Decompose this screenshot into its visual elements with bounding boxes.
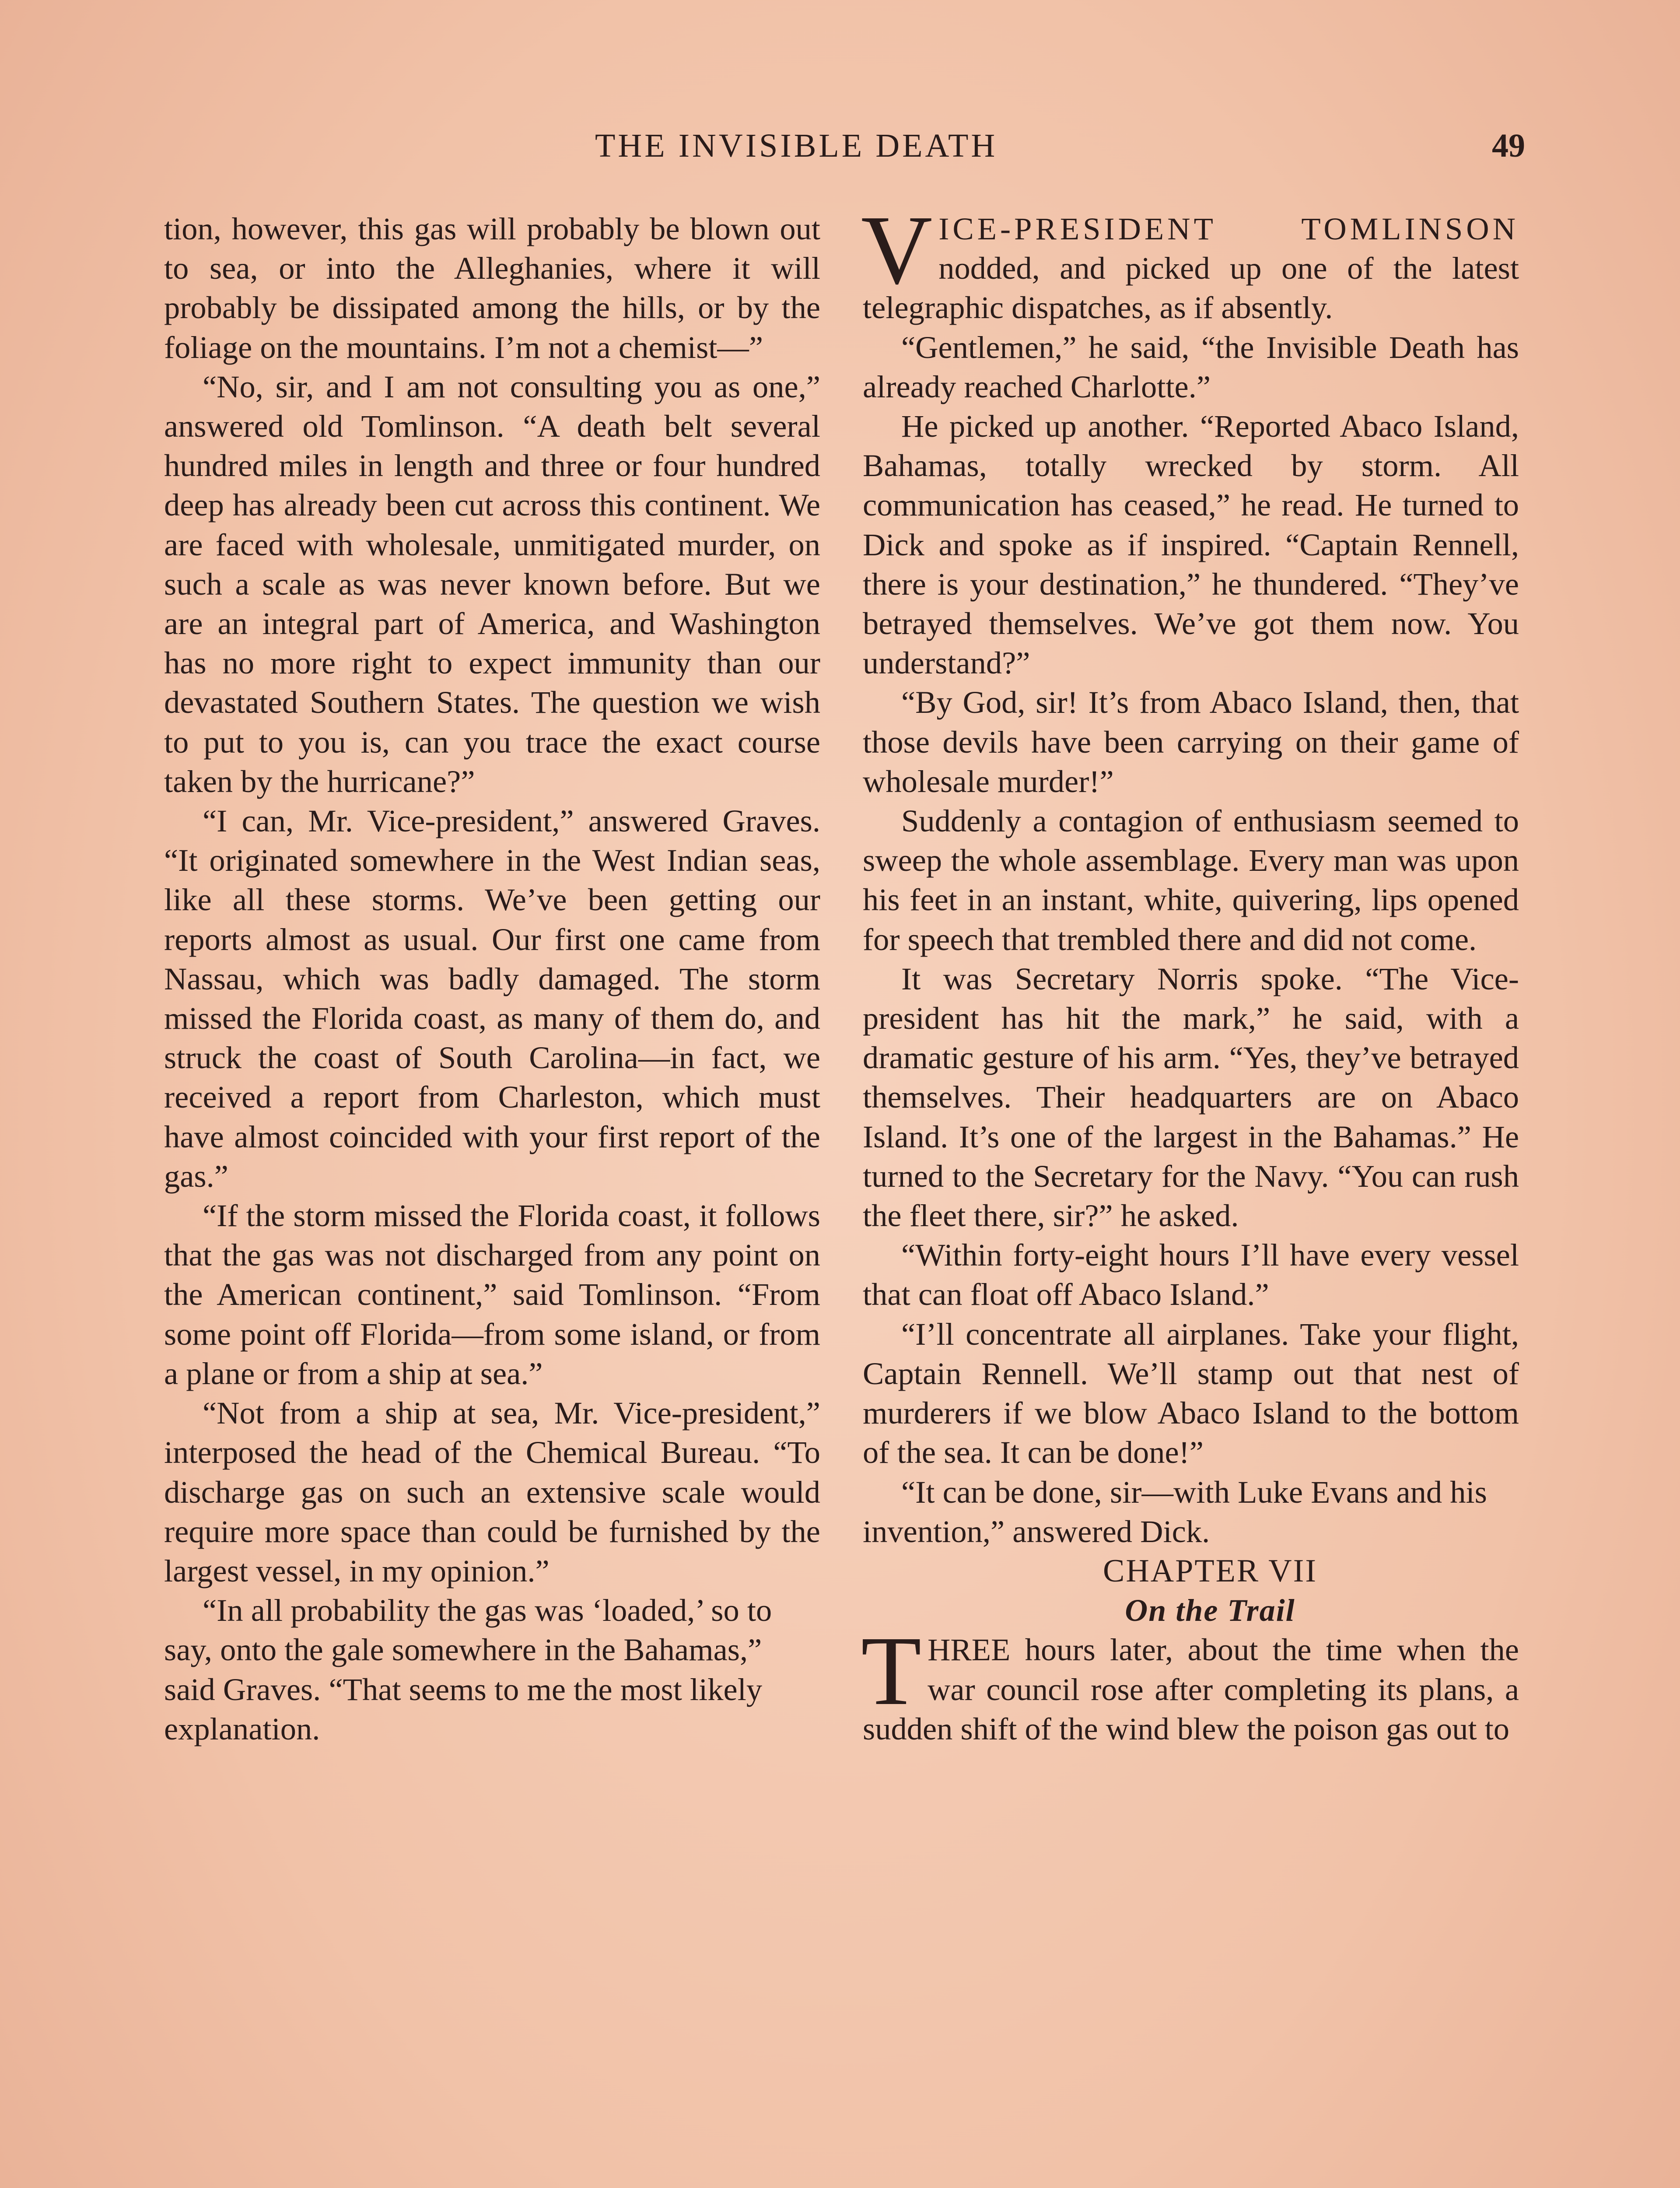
opening-words: HREE [928, 1632, 1011, 1668]
opening-paragraph [861, 195, 1519, 328]
paragraph: “Gentlemen,” he said, “the Invisible Death has already reached Charlotte.” [863, 329, 1519, 404]
paragraph: tion, however, this gas will probably be blown out to sea, or into the Alleghanies, where it will probably be dissipated among the hills, or by the foliage on the mountains. I’m not a chemist—” [164, 211, 820, 365]
opening-text: nodded, and picked up one of the latest telegraphic dispatches, as if absently. [863, 250, 1519, 326]
paragraph: “In all probability the gas was ‘loaded,’ so to say, onto the gale somewhere in the Bahamas,” said Graves. “That seems to me the most likely explanation. [164, 1592, 772, 1746]
paragraph: It was Secretary Norris spoke. “The Vice-president has hit the mark,” he said, with a dramatic gesture of his arm. “Yes, they’ve betrayed themselves. Their headquarters are on Abaco Island. It’s one of the largest in the Bahamas.” He turned to the Secretary for the Navy. “You can rush the fleet there, sir?” he asked. [863, 961, 1519, 1234]
opening-words: ICE-PRESIDENT TOMLINSON [938, 211, 1519, 246]
paragraph: “Within forty-eight hours I’ll have every vessel that can float off Abaco Island.” [863, 1237, 1519, 1312]
paragraph: “I’ll concentrate all airplanes. Take your flight, Captain Rennell. We’ll stamp out that nest of murderers if we blow Abaco Island to the bottom of the sea. It can be done!” [863, 1316, 1519, 1470]
paragraph: “If the storm missed the Florida coast, it follows that the gas was not discharged from any point on the American continent,” said Tomlinson. “From some point off Florida—from some island, or from a plane or from a ship at sea.” [164, 1198, 820, 1391]
paragraph: “No, sir, and I am not consulting you as one,” answered old Tomlinson. “A death belt several hundred miles in length and three or four hundred deep has already been cut across this continent. We are faced with wholesale, unmitigated murder, on such a scale as was never known before. But we are an integral part of America, and Washington has no more right to expect immunity than our devastated Southern States. The question we wish to put to you is, can you trace the exact course taken by the hurricane?” [164, 368, 820, 799]
right-column [861, 195, 1519, 1749]
chapter-heading: CHAPTER VII [1102, 1553, 1318, 1589]
paragraph: “It can be done, sir—with Luke Evans and his invention,” answered Dick. [863, 1474, 1487, 1549]
page-number: 49 [1492, 127, 1525, 164]
drop-cap: T [861, 1616, 922, 1726]
running-title: THE INVISIBLE DEATH [595, 127, 998, 164]
paragraph: He picked up another. “Reported Abaco Island, Bahamas, totally wrecked by storm. All communication has ceased,” he read. He turned to Dick and spoke as if inspired. “Captain Rennell, there is your destination,” he thundered. “They’ve betrayed themselves. We’ve got them now. You understand?” [863, 408, 1519, 681]
drop-cap: V [861, 195, 933, 305]
page-header [0, 127, 1680, 175]
chapter-subtitle: On the Trail [1125, 1593, 1295, 1628]
paragraph: “By God, sir! It’s from Abaco Island, then, that those devils have been carrying on their game of wholesale murder!” [863, 684, 1519, 799]
paragraph: “I can, Mr. Vice-president,” answered Graves. “It originated somewhere in the West Indian seas, like all these storms. We’ve been getting our reports almost as usual. Our first one came from Nassau, which was badly damaged. The storm missed the Florida coast, as many of them do, and struck the coast of South Carolina—in fact, we received a report from Charleston, which must have almost coincided with your first report of the gas.” [164, 803, 820, 1194]
paragraph: “Not from a ship at sea, Mr. Vice-president,” interposed the head of the Chemical Bureau. “To discharge gas on such an extensive scale would require more space than could be furnished by the largest vessel, in my opinion.” [164, 1395, 820, 1588]
opening-text: hours later, about the time when the war council rose after completing its plans, a sudden shift of the wind blew the poison gas out to [863, 1632, 1519, 1746]
paragraph: Suddenly a contagion of enthusiasm seemed to sweep the whole assemblage. Every man was upon his feet in an instant, white, quivering, lips opened for speech that trembled there and did not come. [863, 803, 1519, 957]
chapter-opening-paragraph [861, 1616, 1519, 1749]
left-column [164, 209, 820, 1749]
